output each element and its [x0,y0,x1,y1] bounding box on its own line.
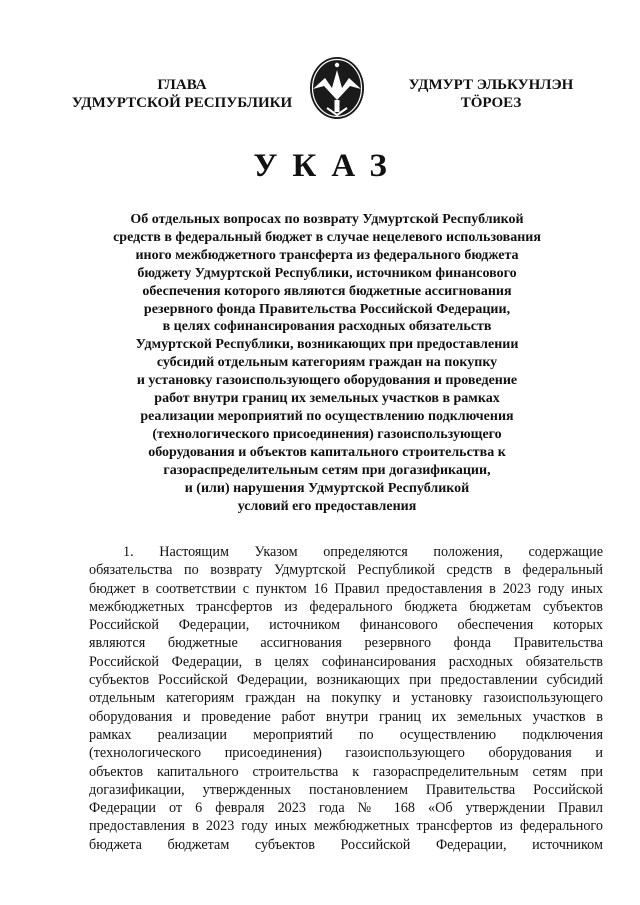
subject-line: Об отдельных вопросах по возврату Удмуртской Республикой [130,212,524,227]
subject-line: бюджету Удмуртской Республики, источником финансового [137,265,517,281]
subject-line: средств в федеральный бюджет в случае нецелевого использования [113,229,541,245]
body-line: отдельным категориям граждан на покупку и установку газоиспользующего [89,690,603,707]
body-line: предоставления в 2023 году иных межбюджетных трансфертов из федерального [89,818,603,835]
issuer-russian [62,76,302,112]
subject-line: и установку газоиспользующего оборудования и проведение [136,373,518,389]
body-line: бюджета бюджетам субъектов Российской Федерации, источником [89,836,603,853]
subject-line: и (или) нарушения Удмуртской Республикой [184,480,470,496]
body-line: объектов капитального строительства к газораспределительным сетям при [89,763,603,780]
body-line: Российской Федерации, источником финансового обеспечения которых [89,617,603,634]
body-line: межбюджетных трансфертов из федерального бюджета бюджетам субъектов [89,598,603,615]
subject-line: оборудования и объектов капитального строительства к [148,444,506,460]
subject-line: газораспределительным сетям при догазификации, [163,462,491,478]
subject-line: иного межбюджетного трансферта из федерального бюджета [135,247,519,263]
issuer-russian-line1: ГЛАВА [157,77,207,93]
subject-line: условий его предоставления [237,498,417,514]
body-line: субъектов Российской Федерации, возникающих при предоставлении субсидий [89,672,603,689]
decree-subject [80,211,574,515]
body-line: Российской Федерации, в целях софинансирования расходных обязательств [89,653,603,670]
issuer-udmurt-line2: ТӦРОЕЗ [460,95,522,111]
issuer-udmurt-line1: УДМУРТ ЭЛЬКУНЛЭН [408,77,574,93]
subject-line: резервного фонда Правительства Российской Федерации, [143,301,511,317]
body-line: оборудования и проведение работ внутри границ их земельных участков в [89,708,603,725]
body-line: бюджет в соответствии с пунктом 16 Правил предоставления в 2023 году иных [89,580,603,597]
subject-line: в целях софинансирования расходных обязательств [162,319,492,335]
body-line: обязательства по возврату Удмуртской Республикой средств в федеральный [89,562,603,579]
udmurt-coat-of-arms-icon [303,53,371,123]
subject-line: (технологического присоединения) газоиспользующего [152,426,502,442]
body-line: рамках реализации мероприятий по осуществлению подключения [89,726,603,743]
subject-line: субсидий отдельным категориям граждан на покупку [156,355,498,371]
body-line: Федерации от 6 февраля 2023 года № 168 «Об утверждении Правил [89,800,603,817]
issuer-russian-line2: УДМУРТСКОЙ РЕСПУБЛИКИ [71,95,293,111]
issuer-udmurt [386,76,596,112]
document-title: УКАЗ [253,148,402,184]
body-line: являются бюджетные ассигнования резервного фонда Правительства [89,635,603,652]
body-line: (технологического присоединения) газоиспользующего оборудования и [89,745,603,762]
subject-line: реализации мероприятий по осуществлению подключения [140,408,514,424]
body-line: догазификации, утвержденных постановлением Правительства Российской [89,781,603,798]
paragraph-1 [89,543,603,854]
subject-line: Удмуртской Республики, возникающих при предоставлении [135,337,519,353]
subject-line: обеспечения которого являются бюджетные ассигнования [142,283,512,299]
subject-line: работ внутри границ их земельных участков в рамках [154,391,500,407]
body-line: 1. Настоящим Указом определяются положения, содержащие [123,544,603,560]
